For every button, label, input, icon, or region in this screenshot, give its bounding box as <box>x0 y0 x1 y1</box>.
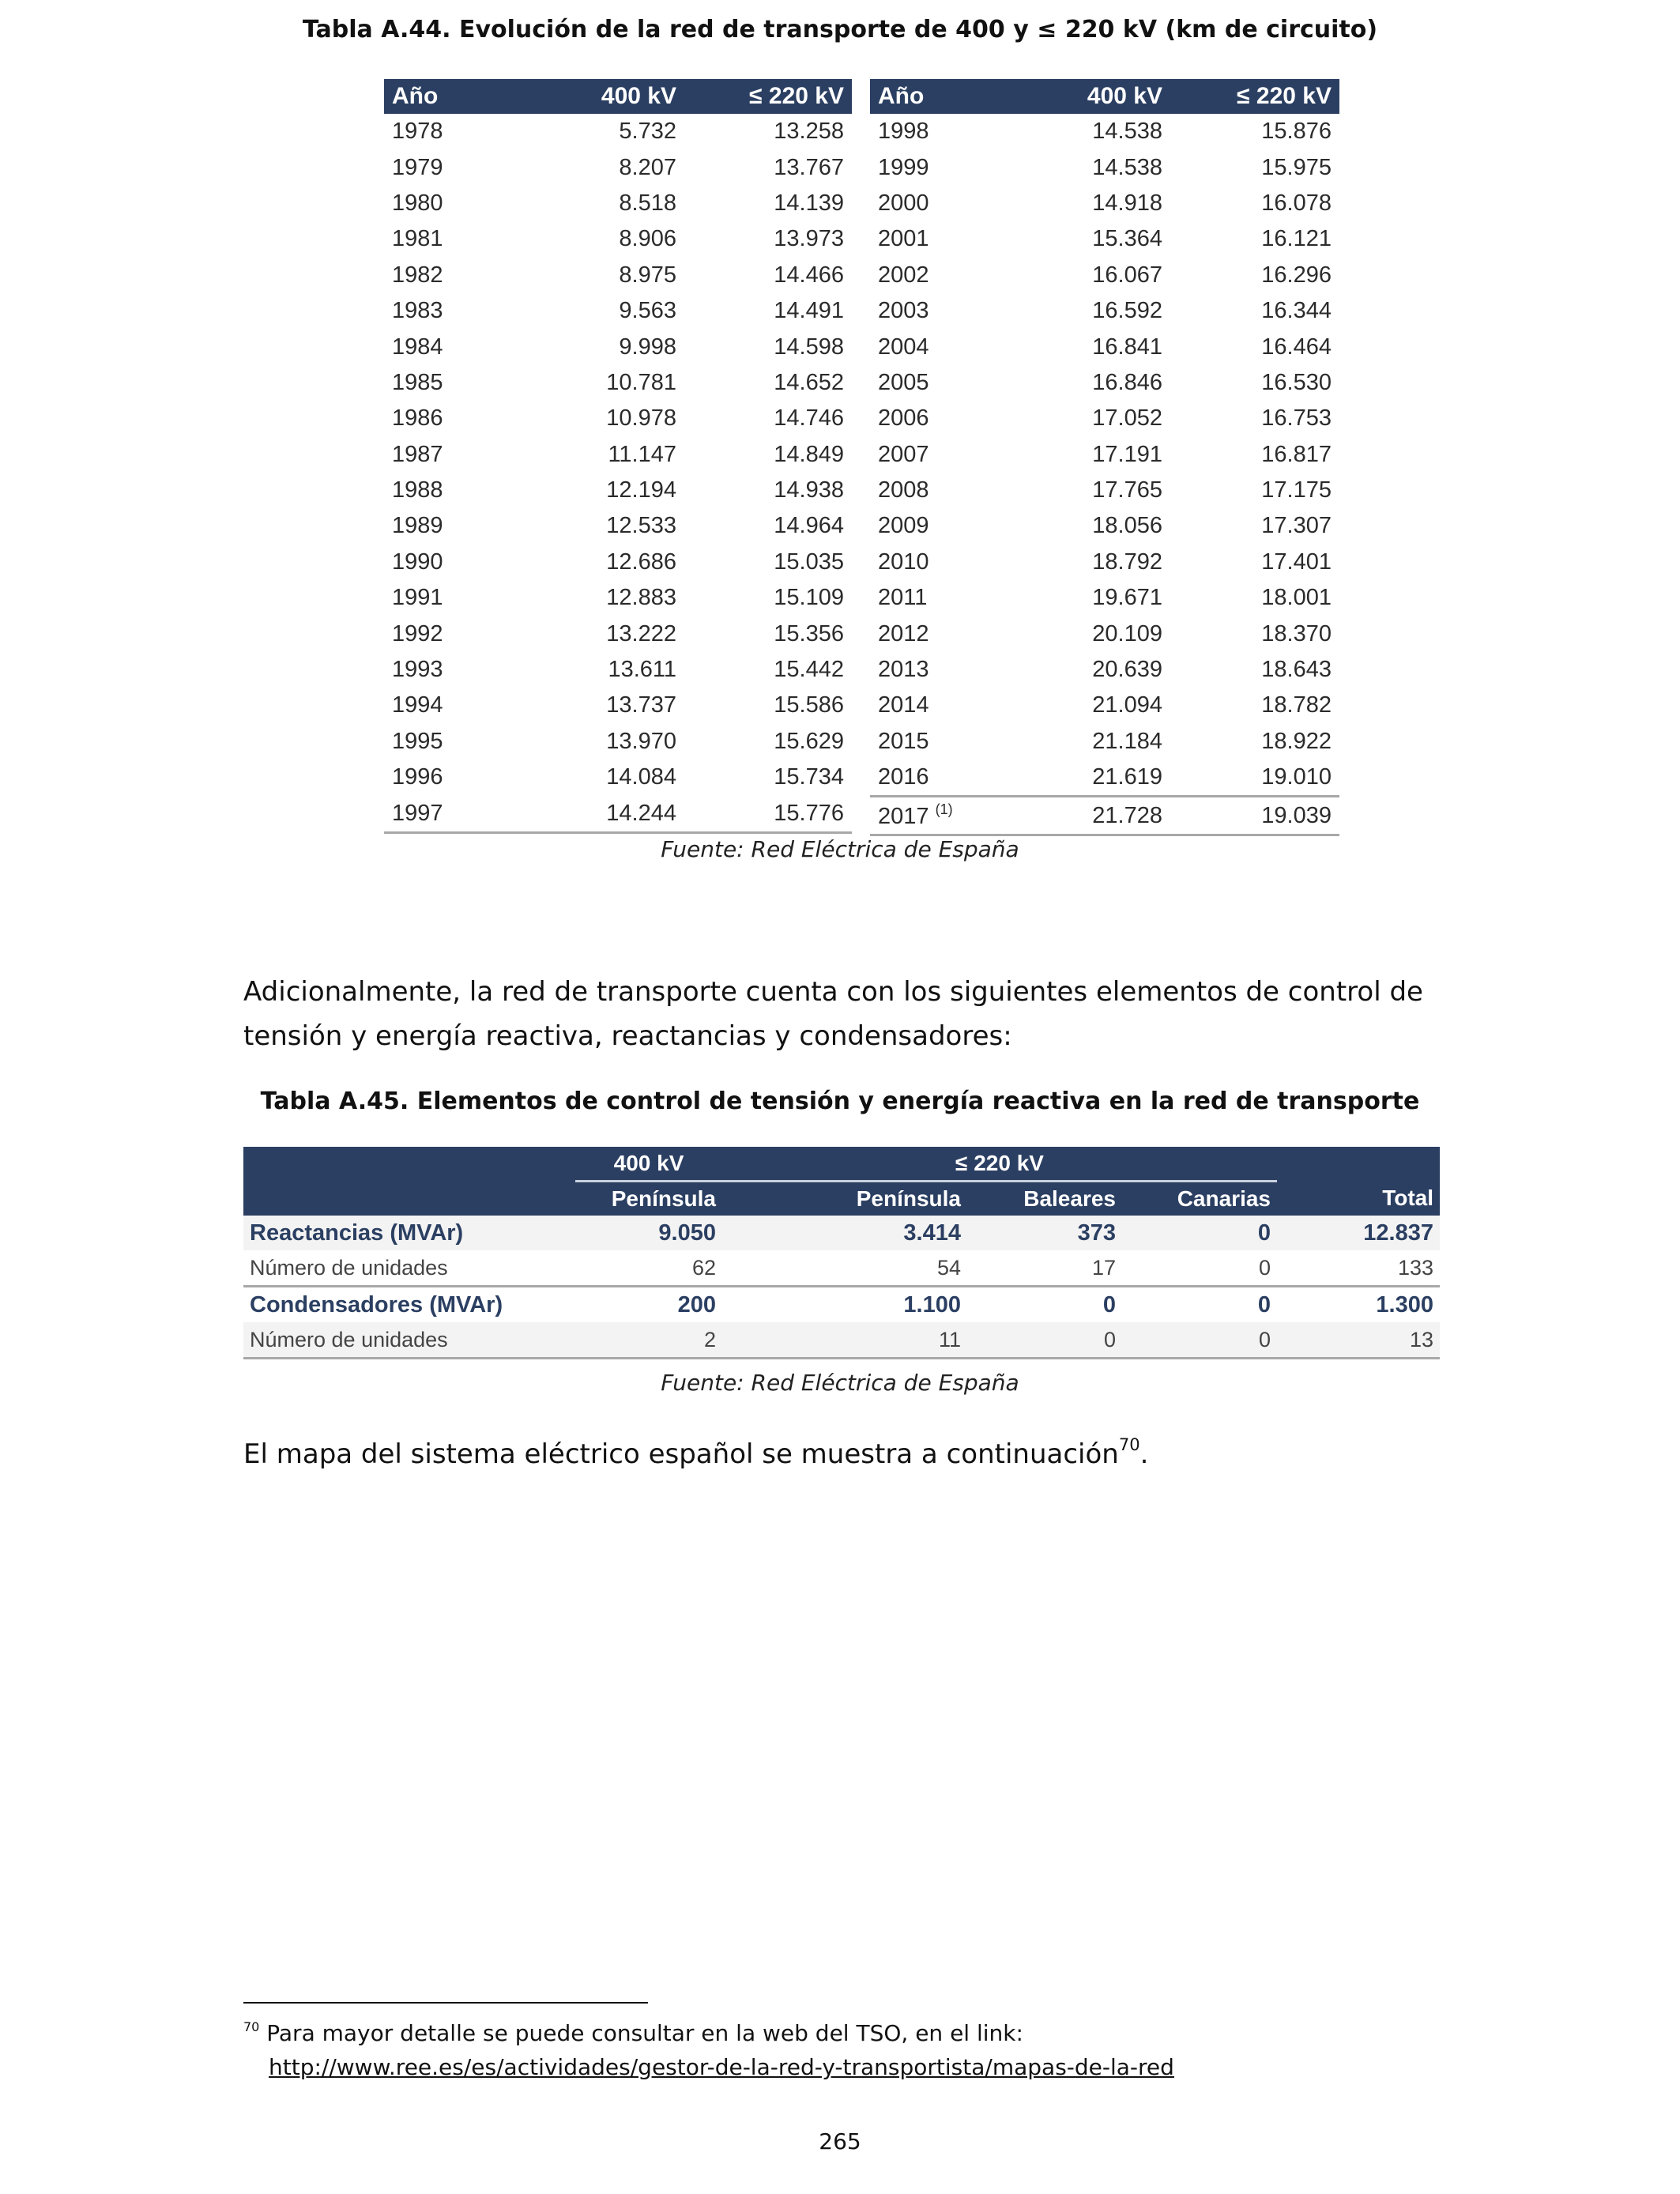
value-400kv: 18.056 <box>1092 513 1162 539</box>
value-220kv: 14.849 <box>774 441 844 467</box>
table-row <box>870 545 1339 580</box>
value-400kv: 13.737 <box>606 692 676 718</box>
value-220kv: 15.629 <box>774 728 844 754</box>
year-cell: 1983 <box>392 298 443 324</box>
value-cell: 373 <box>967 1216 1122 1250</box>
value-400kv: 12.686 <box>606 548 676 575</box>
table44-caption: Tabla A.44. Evolución de la red de transporte de 400 y ≤ 220 kV (km de circuito) <box>302 16 1378 43</box>
row-label: Número de unidades <box>243 1322 575 1359</box>
table-row <box>384 221 852 257</box>
table44-source: Fuente: Red Eléctrica de España <box>661 836 1019 862</box>
value-220kv: 15.035 <box>774 548 844 575</box>
value-220kv: 17.401 <box>1261 548 1332 575</box>
value-220kv: 14.598 <box>774 334 844 360</box>
value-400kv: 17.765 <box>1092 477 1162 503</box>
value-220kv: 13.767 <box>774 154 844 180</box>
value-cell: 0 <box>1122 1250 1277 1287</box>
year-cell: 1984 <box>392 334 443 360</box>
year-cell: 1981 <box>392 226 443 252</box>
value-220kv: 16.121 <box>1261 226 1332 252</box>
year-cell: 1989 <box>392 513 443 539</box>
table45 <box>243 1147 1440 1359</box>
sub-header: Península <box>575 1182 722 1216</box>
table-row <box>384 437 852 473</box>
table-row <box>384 401 852 436</box>
year-cell: 1990 <box>392 548 443 575</box>
value-400kv: 9.563 <box>619 298 676 324</box>
value-400kv: 8.975 <box>619 262 676 288</box>
sub-header: Total <box>1277 1182 1440 1216</box>
value-220kv: 15.442 <box>774 657 844 683</box>
year-cell: 2006 <box>878 405 929 432</box>
value-cell: 13 <box>1277 1322 1440 1359</box>
table-row <box>870 760 1339 797</box>
row-label: Número de unidades <box>243 1250 575 1287</box>
value-220kv: 14.938 <box>774 477 844 503</box>
value-cell: 0 <box>967 1287 1122 1323</box>
value-400kv: 5.732 <box>619 119 676 145</box>
table-row <box>870 401 1339 436</box>
page-number: 265 <box>819 2128 861 2154</box>
value-220kv: 18.922 <box>1261 728 1332 754</box>
value-400kv: 16.841 <box>1092 334 1162 360</box>
sub-header: Península <box>722 1182 967 1216</box>
value-220kv: 19.039 <box>1170 797 1339 835</box>
value-220kv: 17.307 <box>1261 513 1332 539</box>
table-row <box>384 724 852 760</box>
value-400kv: 16.592 <box>1092 298 1162 324</box>
year-cell: 1988 <box>392 477 443 503</box>
value-220kv: 15.975 <box>1261 154 1332 180</box>
year-cell: 2001 <box>878 226 929 252</box>
year-cell: 1993 <box>392 657 443 683</box>
year-cell: 2003 <box>878 298 929 324</box>
value-220kv: 16.344 <box>1261 298 1332 324</box>
value-220kv: 18.370 <box>1261 620 1332 647</box>
col-header-400kv: 400 kV <box>1028 79 1170 114</box>
value-cell: 0 <box>967 1322 1122 1359</box>
value-400kv: 21.619 <box>1028 760 1170 797</box>
footnote-mark: 70 <box>243 2019 260 2034</box>
table-row <box>870 688 1339 723</box>
table-row <box>384 688 852 723</box>
col-header-220kv: ≤ 220 kV <box>1170 79 1339 114</box>
row-label: Condensadores (MVAr) <box>243 1287 575 1323</box>
value-400kv: 8.906 <box>619 226 676 252</box>
value-400kv: 17.191 <box>1092 441 1162 467</box>
value-400kv: 12.883 <box>606 585 676 611</box>
value-cell: 0 <box>1122 1322 1277 1359</box>
value-400kv: 14.538 <box>1092 119 1162 145</box>
value-400kv: 17.052 <box>1092 405 1162 432</box>
value-cell: 17 <box>967 1250 1122 1287</box>
year-cell: 1996 <box>392 764 443 790</box>
value-220kv: 19.010 <box>1170 760 1339 797</box>
value-400kv: 18.792 <box>1092 548 1162 575</box>
group-header-220kv: ≤ 220 kV <box>722 1147 1277 1182</box>
year-cell: 1985 <box>392 369 443 395</box>
value-220kv: 14.746 <box>774 405 844 432</box>
table-row <box>870 149 1339 185</box>
year-cell: 2011 <box>878 585 928 611</box>
year-cell: 1995 <box>392 728 443 754</box>
table-row <box>870 258 1339 293</box>
table-row <box>870 221 1339 257</box>
value-400kv: 21.094 <box>1092 692 1162 718</box>
value-400kv: 16.846 <box>1092 369 1162 395</box>
value-cell: 12.837 <box>1277 1216 1440 1250</box>
value-220kv: 15.776 <box>684 795 852 832</box>
table-row <box>384 795 852 832</box>
value-400kv: 21.728 <box>1028 797 1170 835</box>
sub-header: Baleares <box>967 1182 1122 1216</box>
year-cell: 2007 <box>878 441 929 467</box>
table-row <box>384 365 852 401</box>
table45-caption: Tabla A.45. Elementos de control de tensión y energía reactiva en la red de transporte <box>260 1088 1420 1115</box>
value-cell: 11 <box>722 1322 967 1359</box>
table-row <box>384 258 852 293</box>
value-400kv: 10.781 <box>606 369 676 395</box>
table44-right <box>870 79 1339 836</box>
value-220kv: 18.782 <box>1261 692 1332 718</box>
table-row <box>384 114 852 149</box>
table-row <box>384 580 852 616</box>
value-cell: 2 <box>575 1322 722 1359</box>
value-220kv: 16.753 <box>1261 405 1332 432</box>
table-row <box>384 508 852 544</box>
value-220kv: 15.356 <box>774 620 844 647</box>
value-400kv: 15.364 <box>1092 226 1162 252</box>
footnote-ref[interactable]: 70 <box>1118 1435 1140 1454</box>
year-cell: 1978 <box>392 119 443 145</box>
value-400kv: 14.244 <box>542 795 684 832</box>
value-400kv: 14.538 <box>1092 154 1162 180</box>
table-row <box>243 1322 1440 1359</box>
col-header-year: Año <box>384 79 542 114</box>
table-row <box>870 114 1339 149</box>
table-row <box>870 508 1339 544</box>
value-400kv: 20.109 <box>1092 620 1162 647</box>
table-row <box>384 293 852 329</box>
table-row <box>870 473 1339 508</box>
value-400kv: 14.918 <box>1092 190 1162 216</box>
year-cell: 1999 <box>878 154 929 180</box>
table-row <box>384 616 852 651</box>
table-row <box>870 329 1339 364</box>
table-row <box>870 580 1339 616</box>
footnote-link[interactable]: http://www.ree.es/es/actividades/gestor-de-la-red-y-transportista/mapas-de-la-red <box>269 2054 1174 2080</box>
table-row <box>384 473 852 508</box>
year-cell: 1979 <box>392 154 443 180</box>
value-220kv: 16.078 <box>1261 190 1332 216</box>
table-row <box>384 760 852 795</box>
table-row <box>870 293 1339 329</box>
year-cell: 1997 <box>384 795 542 832</box>
value-400kv: 19.671 <box>1092 585 1162 611</box>
value-400kv: 21.184 <box>1092 728 1162 754</box>
value-220kv: 16.296 <box>1261 262 1332 288</box>
value-220kv: 15.876 <box>1261 119 1332 145</box>
value-400kv: 8.207 <box>619 154 676 180</box>
year-cell: 2010 <box>878 548 929 575</box>
value-400kv: 9.998 <box>619 334 676 360</box>
value-220kv: 13.973 <box>774 226 844 252</box>
col-header-year: Año <box>870 79 1028 114</box>
value-400kv: 11.147 <box>608 441 676 467</box>
year-cell: 2012 <box>878 620 929 647</box>
paragraph-intro: Adicionalmente, la red de transporte cuenta con los siguientes elementos de control de tensión y energía reactiva, reactancias y condensadores: <box>243 976 1423 1052</box>
table-row <box>384 149 852 185</box>
value-220kv: 16.464 <box>1261 334 1332 360</box>
table44-left <box>384 79 852 834</box>
value-400kv: 16.067 <box>1092 262 1162 288</box>
year-cell: 2015 <box>878 728 929 754</box>
table-row <box>870 437 1339 473</box>
value-220kv: 15.109 <box>774 585 844 611</box>
table-row <box>384 545 852 580</box>
footnote-note: (1) <box>935 801 953 818</box>
value-220kv: 17.175 <box>1261 477 1332 503</box>
value-400kv: 8.518 <box>619 190 676 216</box>
col-header-220kv: ≤ 220 kV <box>684 79 852 114</box>
year-cell: 1994 <box>392 692 443 718</box>
year-cell: 2004 <box>878 334 929 360</box>
value-400kv: 10.978 <box>606 405 676 432</box>
value-400kv: 20.639 <box>1092 657 1162 683</box>
year-cell: 1980 <box>392 190 443 216</box>
sub-header: Canarias <box>1122 1182 1277 1216</box>
col-header-400kv: 400 kV <box>542 79 684 114</box>
table-row <box>870 616 1339 651</box>
row-label: Reactancias (MVAr) <box>243 1216 575 1250</box>
value-220kv: 15.586 <box>774 692 844 718</box>
value-220kv: 15.734 <box>774 764 844 790</box>
year-cell: 2013 <box>878 657 929 683</box>
value-cell: 0 <box>1122 1216 1277 1250</box>
year-cell: 1991 <box>392 585 443 611</box>
table-row <box>870 652 1339 688</box>
value-220kv: 18.643 <box>1261 657 1332 683</box>
value-220kv: 14.964 <box>774 513 844 539</box>
year-cell: 2008 <box>878 477 929 503</box>
year-cell: 1986 <box>392 405 443 432</box>
year-cell: 1992 <box>392 620 443 647</box>
value-cell: 9.050 <box>575 1216 722 1250</box>
value-220kv: 16.817 <box>1261 441 1332 467</box>
year-cell: 2016 <box>870 760 1028 797</box>
value-cell: 54 <box>722 1250 967 1287</box>
value-400kv: 13.970 <box>606 728 676 754</box>
year-cell: 2009 <box>878 513 929 539</box>
value-220kv: 14.139 <box>774 190 844 216</box>
value-220kv: 18.001 <box>1261 585 1332 611</box>
value-cell: 3.414 <box>722 1216 967 1250</box>
year-cell: 1982 <box>392 262 443 288</box>
year-cell: 2005 <box>878 369 929 395</box>
year-cell: 2002 <box>878 262 929 288</box>
table-row <box>384 652 852 688</box>
table-row <box>384 329 852 364</box>
table45-source: Fuente: Red Eléctrica de España <box>661 1370 1019 1396</box>
value-220kv: 14.466 <box>774 262 844 288</box>
table-row <box>870 797 1339 835</box>
paragraph-map: El mapa del sistema eléctrico español se muestra a continuación$^{70}$. <box>243 1435 1149 1470</box>
value-400kv: 12.533 <box>606 513 676 539</box>
value-220kv: 14.652 <box>774 369 844 395</box>
year-cell: 2017 $^{(1)}$ <box>870 797 1028 835</box>
value-cell: 0 <box>1122 1287 1277 1323</box>
value-400kv: 13.611 <box>608 657 676 683</box>
table-row <box>870 724 1339 760</box>
value-400kv: 13.222 <box>606 620 676 647</box>
table-row <box>243 1287 1440 1323</box>
table-row <box>870 365 1339 401</box>
year-cell: 1998 <box>878 119 929 145</box>
table-row <box>870 186 1339 221</box>
table-row <box>243 1216 1440 1250</box>
year-cell: 2000 <box>878 190 929 216</box>
value-220kv: 13.258 <box>774 119 844 145</box>
value-cell: 1.300 <box>1277 1287 1440 1323</box>
value-400kv: 14.084 <box>606 764 676 790</box>
value-220kv: 16.530 <box>1261 369 1332 395</box>
year-cell: 2014 <box>878 692 929 718</box>
value-cell: 133 <box>1277 1250 1440 1287</box>
value-cell: 1.100 <box>722 1287 967 1323</box>
year-cell: 1987 <box>392 441 443 467</box>
value-400kv: 12.194 <box>606 477 676 503</box>
value-220kv: 14.491 <box>774 298 844 324</box>
group-header-400kv: 400 kV <box>575 1147 722 1182</box>
value-cell: 200 <box>575 1287 722 1323</box>
table-row <box>384 186 852 221</box>
value-cell: 62 <box>575 1250 722 1287</box>
table-row <box>243 1250 1440 1287</box>
footnote: $^{70}$ Para mayor detalle se puede consultar en la web del TSO, en el link: <box>243 2019 1023 2046</box>
footnote-separator <box>243 2002 648 2004</box>
